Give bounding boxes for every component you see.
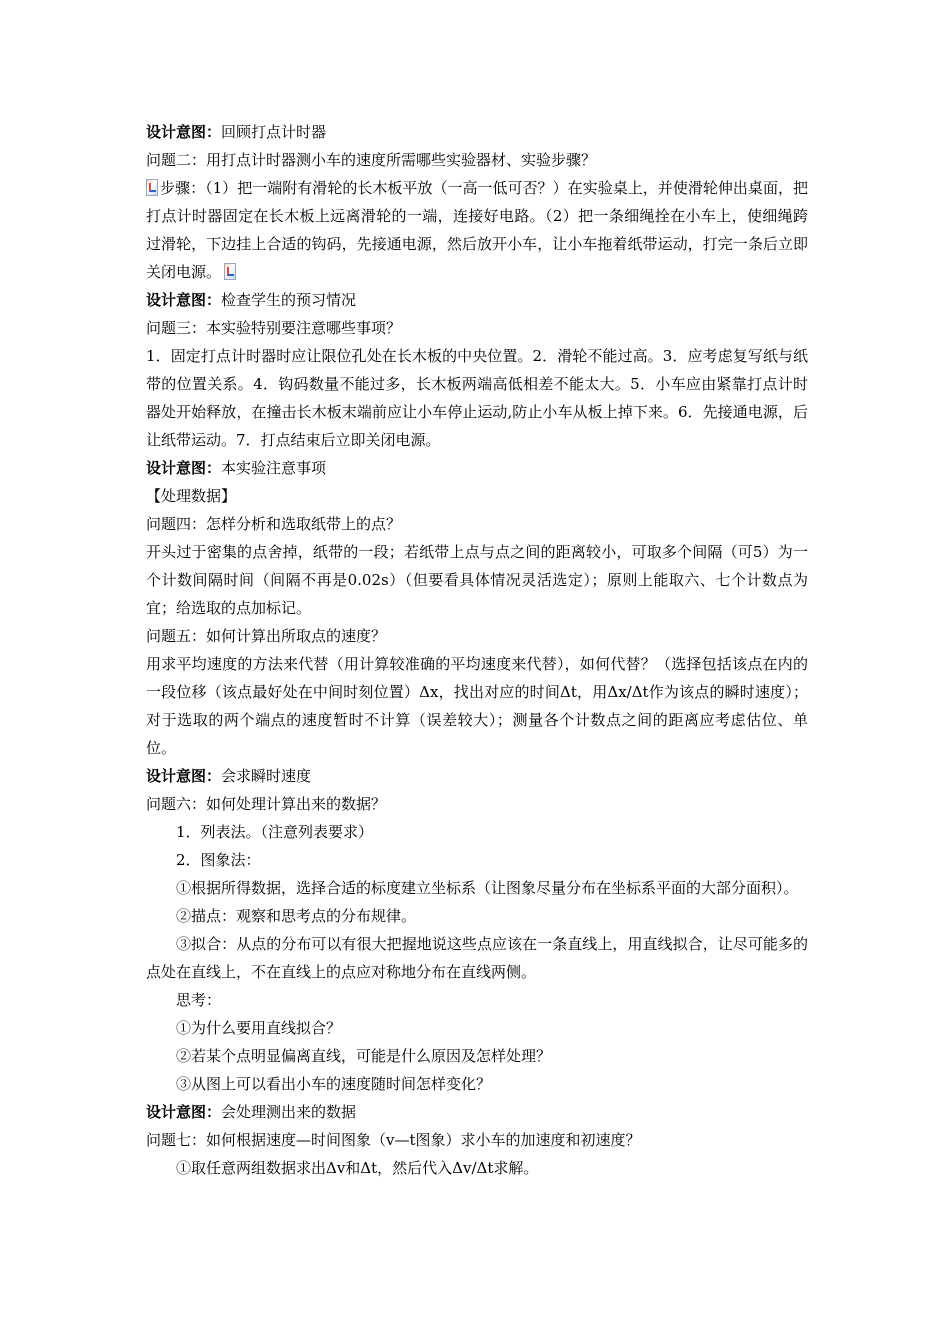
steps-text: 步骤：（1）把一端附有滑轮的长木板平放（一高一低可否？）在实验桌上，并使滑轮伸出桌面，把打点计时器固定在长木板上远离滑轮的一端，连接好电路。（2）把一条细绳拴在小车上，使细绳跨过滑轮，下边挂上合适的钩码，先接通电源，然后放开小车，让小车拖着纸带运动，打完一条后立即关闭电源。 (146, 179, 808, 281)
image-placeholder-icon (146, 179, 158, 196)
think-question-3: ③从图上可以看出小车的速度随时间怎样变化？ (176, 1075, 492, 1093)
graph-step-1-text: ①根据所得数据，选择合适的标度建立坐标系（让图象尽量分布在坐标系平面的大部分面积）。 (176, 879, 799, 897)
design-intent-1 (146, 118, 808, 146)
design-intent-label: 设计意图： (146, 1103, 222, 1121)
point-selection-paragraph: 开头过于密集的点舍掉，纸带的一段；若纸带上点与点之间的距离较小，可取多个间隔（可5）为一个计数间隔时间（间隔不再是0.02s）（但要看具体情况灵活选定）；原则上能取六、七个计数点为宜；给选取的点加标记。 (146, 543, 808, 617)
design-intent-text: 本实验注意事项 (221, 459, 327, 477)
design-intent-5 (146, 1098, 808, 1126)
question-3: 问题三：本实验特别要注意哪些事项？ (146, 319, 402, 337)
design-intent-label: 设计意图： (146, 459, 222, 477)
question-5: 问题五：如何计算出所取点的速度？ (146, 627, 387, 645)
design-intent-text: 会处理测出来的数据 (221, 1103, 357, 1121)
design-intent-2 (146, 286, 808, 314)
design-intent-label: 设计意图： (146, 767, 222, 785)
design-intent-label: 设计意图： (146, 291, 222, 309)
think-question-2: ②若某个点明显偏离直线，可能是什么原因及怎样处理？ (176, 1047, 552, 1065)
method-graph: 2．图象法： (176, 851, 261, 869)
velocity-paragraph: 用求平均速度的方法来代替（用计算较准确的平均速度来代替），如何代替？（选择包括该点在内的一段位移（该点最好处在中间时刻位置）Δx，找出对应的时间Δt，用Δx/Δt作为该点的瞬时速度）；对于选取的两个端点的速度暂时不计算（误差较大）；测量各个计数点之间的距离应考虑估位、单位。 (146, 655, 808, 757)
think-heading: 思考： (176, 991, 222, 1009)
method-table: 1．列表法。（注意列表要求） (176, 823, 374, 841)
graph-step-2: ②描点：观察和思考点的分布规律。 (176, 907, 417, 925)
graph-step-1 (146, 874, 808, 902)
design-intent-text: 会求瞬时速度 (221, 767, 312, 785)
question-2: 问题二：用打点计时器测小车的速度所需哪些实验器材、实验步骤？ (146, 151, 597, 169)
precautions-paragraph: 1．固定打点计时器时应让限位孔处在长木板的中央位置。2．滑轮不能过高。3．应考虑复写纸与纸带的位置关系。4．钩码数量不能过多，长木板两端高低相差不能太大。5．小车应由紧靠打点计时器处开始释放，在撞击长木板末端前应让小车停止运动,防止小车从板上掉下来。6．先接通电源，后让纸带运动。7．打点结束后立即关闭电源。 (146, 347, 808, 449)
image-placeholder-icon (224, 263, 236, 280)
design-intent-text: 检查学生的预习情况 (221, 291, 357, 309)
design-intent-3 (146, 454, 808, 482)
question-6: 问题六：如何处理计算出来的数据？ (146, 795, 387, 813)
design-intent-label: 设计意图： (146, 123, 222, 141)
question-7: 问题七：如何根据速度—时间图象（v—t图象）求小车的加速度和初速度？ (146, 1131, 641, 1149)
graph-step-3 (146, 930, 808, 986)
graph-step-3-text: ③拟合：从点的分布可以有很大把握地说这些点应该在一条直线上，用直线拟合，让尽可能多的点处在直线上，不在直线上的点应对称地分布在直线两侧。 (146, 935, 808, 981)
steps-paragraph (146, 174, 808, 286)
question-4: 问题四：怎样分析和选取纸带上的点？ (146, 515, 402, 533)
section-heading-data: 【处理数据】 (146, 487, 237, 505)
document-page (146, 118, 808, 1182)
design-intent-4 (146, 762, 808, 790)
design-intent-text: 回顾打点计时器 (221, 123, 327, 141)
think-question-1: ①为什么要用直线拟合？ (176, 1019, 342, 1037)
acceleration-method-1: ①取任意两组数据求出Δv和Δt，然后代入Δv/Δt求解。 (176, 1159, 539, 1177)
